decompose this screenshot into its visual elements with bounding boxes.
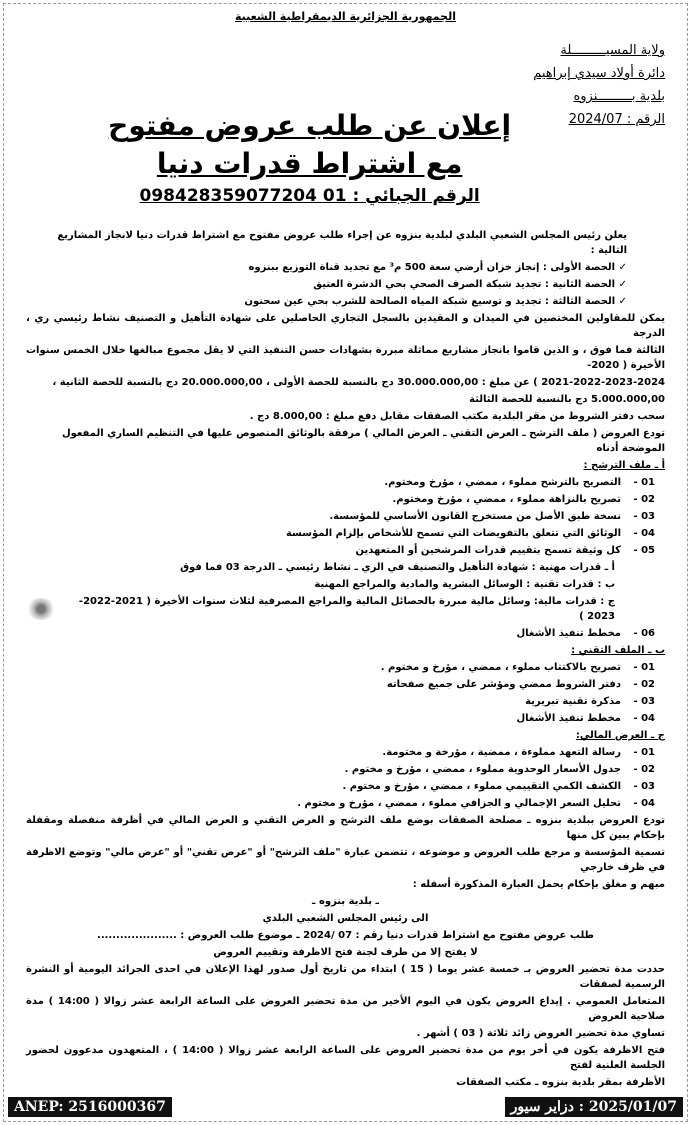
address-notice: لا يفتح إلا من طرف لجنة فتح الاظرفة وتقييم العروض [213, 947, 478, 958]
financial-item: 02 - جدول الأسعار الوحدوية مملوء ، ممضي ، مؤرخ و مختوم . [344, 764, 655, 775]
eligibility-1: يمكن للمقاولين المختصين في الميدان و المقيدين بالسجل التجاري الحاصلين على شهادة التأهيل و التصنيف نشاط رئيسي ري ، الدرجة [26, 313, 665, 339]
financial-item: 03 - الكشف الكمي التقييمي مملوء ، ممضي ، مؤرخ و مختوم . [342, 781, 655, 792]
terms-3: تساوي مدة تحضير العروض زائد ثلاثة ( 03 ) أشهر . [416, 1028, 665, 1039]
eligibility-3: 2021-2022-2023-2024 ) عن مبلغ : 30.000.000,00 دج بالنسبة للحصة الأولى ، 20.000.000,00 دج بالنسبة للحصة الثانية ، [52, 377, 665, 388]
candidacy-item: 06 - مخطط تنفيذ الأشغال [516, 628, 655, 639]
wilaya: ولاية المسيـــــــــلة [560, 43, 665, 58]
candidacy-item: 03 - نسخة طبق الأصل من مستخرج القانون الأساسي للمؤسسة. [329, 511, 655, 522]
candidacy-item: 05 - كل وثيقة تسمح بتقييم قدرات المرشحين أو المتعهدين [355, 545, 655, 556]
republic-header: الجمهورية الجزائرية الديمقراطية الشعبية [235, 10, 456, 23]
address-recipient: الى رئيس المجلس الشعبي البلدي [262, 913, 429, 924]
eligibility-4: 5.000.000,00 دج بالنسبة للحصة الثالثة [469, 394, 665, 405]
page-border [3, 3, 688, 1122]
footer [8, 1097, 683, 1117]
envelope-2: تسمية المؤسسة و مرجع طلب العروض و موضوعه ، تتضمن عبارة "ملف الترشح" أو "عرض تقني" أو "عرض مالي" وتوضع الاظرفة في ظرف خارجي [26, 847, 665, 873]
terms-1: حددت مدة تحضير العروض بـ خمسة عشر يوما ( 15 ) ابتداء من تاريخ أول صدور لهذا الإعلان في احدى الجرائد اليومية أو النشرة الرسمية لصفقات [26, 964, 666, 990]
address-commune: ـ بلدية بنزوه ـ [312, 896, 379, 907]
address-subject: طلب عروض مفتوح مع اشتراط قدرات دنيا رقم : 07 /2024 ـ موضوع طلب العروض : ..................... [97, 930, 594, 941]
technical-item: 03 - مذكرة تقنية تبريرية [525, 696, 655, 707]
lot-1: ✓ الحصة الأولى : إنجاز خزان أرضي سعة 500 م³ مع تجديد قناة التوزيع ببنزوه [26, 260, 665, 275]
terms-2: المتعامل العمومي . إيداع العروض يكون في اليوم الأخير من مدة تحضير العروض على الساعة الرابعة عشر زوالا ( 14:00 ) مدة صلاحية العروض [26, 996, 666, 1022]
anep-number: ANEP: 2516000367 [8, 1097, 172, 1117]
candidacy-item: 04 - الوثائق التي تتعلق بالتفويضات التي تسمح للأشخاص بإلزام المؤسسة [285, 528, 655, 539]
deposit-intro: تودع العروض ( ملف الترشح ـ العرض التقني ـ العرض المالي ) مرفقة بالوثائق المنصوص عليها في التنظيم الساري المفعول الموضحة أدناه [61, 428, 665, 454]
financial-item: 04 - تحليل السعر الإجمالي و الجزافي مملوء ، ممضي ، مؤرخ و مختوم . [297, 798, 655, 809]
financial-heading: ج ـ العرض المالي: [575, 730, 665, 741]
technical-heading: ب ـ الملف التقني : [571, 645, 665, 656]
reference-number: الرقم : 2024/07 [568, 112, 665, 127]
intro: يعلن رئيس المجلس الشعبي البلدي لبلدية بنزوه عن إجراء طلب عروض مفتوح مع اشتراط قدرات دنيا لانجاز المشاريع التالية : [57, 230, 627, 256]
header-row [26, 39, 665, 209]
title-block [26, 39, 533, 209]
issuer-block [533, 39, 665, 132]
capacity-professional: أ ـ قدرات مهنية : شهادة التأهيل والتصنيف في الري ـ نشاط رئيسي ـ الدرجة 03 فما فوق [180, 562, 615, 573]
fiscal-number: الرقم الجبائي : 01 098428359077204 [139, 186, 480, 206]
technical-item: 01 - تصريح بالاكتتاب مملوء ، ممضي ، مؤرخ و مختوم . [380, 662, 655, 673]
eligibility-2: الثالثة فما فوق ، و الذين قاموا بانجاز مشاريع مماثلة مبررة بشهادات حسن التنفيذ التي لا يقل مجموع مبالغها خلال الخمس سنوات الأخيرة ( 2020- [26, 345, 665, 371]
publication-date: 2025/01/07 : دزاير سيور [505, 1097, 683, 1117]
daira: دائرة أولاد سيدي إبراهيم [533, 66, 665, 81]
capacity-financial-row [26, 593, 665, 625]
withdraw-specs: سحب دفتر الشروط من مقر البلدية مكتب الصفقات مقابل دفع مبلغ : 8.000,00 دج . [249, 411, 665, 422]
capacity-technical: ب : قدرات تقنية : الوسائل البشرية والمادية والمراجع المهنية [314, 579, 615, 590]
lot-3: ✓ الحصة الثالثة : تجديد و توسيع شبكة المياه الصالحة للشرب بحي عين سحنون [26, 294, 665, 309]
technical-item: 02 - دفتر الشروط ممضي ومؤشر على جميع صفحاته [386, 679, 655, 690]
title-line-2: مع اشتراط قدرات دنيا [156, 147, 463, 180]
stamp-mark [26, 598, 56, 620]
candidacy-item: 01 - التصريح بالترشح مملوء ، ممضي ، مؤرخ ومختوم. [384, 477, 655, 488]
title-line-1: إعلان عن طلب عروض مفتوح [108, 109, 512, 142]
envelope-3: مبهم و مغلق بإحكام يحمل العبارة المذكورة أسفله : [412, 879, 665, 890]
terms-4: فتح الاظرفة يكون في أخر يوم من مدة تحضير العروض على الساعة الرابعة عشر زوالا ( 14:00 ) ، المتعهدون مدعوون لحضور الجلسة العلنية لفتح [26, 1045, 665, 1071]
technical-item: 04 - مخطط تنفيذ الأشغال [516, 713, 655, 724]
terms-5: الأظرفة بمقر بلدية بنزوه ـ مكتب الصفقات [456, 1077, 665, 1088]
capacity-financial: ج : قدرات مالية: وسائل مالية مبررة بالحصائل المالية والمراجع المصرفية لثلاث سنوات الأخيرة ( 2021-2022-2023 ) [78, 596, 615, 622]
financial-item: 01 - رسالة التعهد مملوءة ، ممضية ، مؤرخة و مختومة. [382, 747, 655, 758]
envelope-1: تودع العروض ببلدية بنزوه ـ مصلحة الصفقات بوضع ملف الترشح و العرض التقني و العرض المالي في أظرفة منفصلة ومقفلة بإحكام يبين كل منها [26, 815, 665, 841]
lot-2: ✓ الحصة الثانية : تجديد شبكة الصرف الصحي بحي الدشرة العتيق [26, 277, 665, 292]
commune: بلدية بـــــــــنزوه [573, 89, 665, 104]
candidacy-item: 02 - تصريح بالنزاهة مملوء ، ممضي ، مؤرخ ومختوم. [392, 494, 655, 505]
candidacy-heading: أ ـ ملف الترشح : [583, 460, 665, 471]
